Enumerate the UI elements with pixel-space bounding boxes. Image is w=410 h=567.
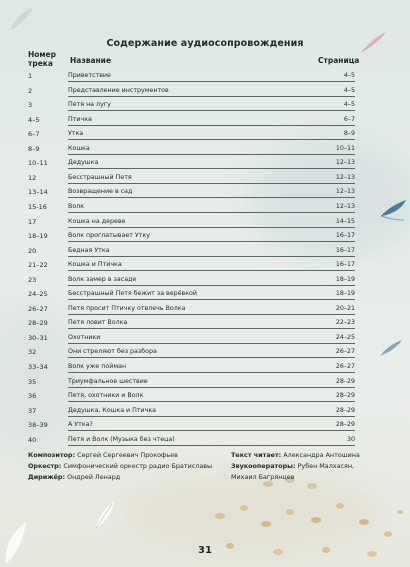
leader-line [68,372,355,373]
track-number: 37 [28,406,37,415]
track-number: 1 [28,72,33,80]
track-page: 14–15 [335,217,355,225]
track-number: 15-16 [28,202,47,211]
track-page: 6–7 [343,115,355,123]
track-name: Петя на лугу [68,101,111,109]
track-name: Кошка и Птичка [68,261,122,269]
leader-line [68,183,355,184]
track-name: А Утка? [68,421,93,429]
track-number: 3 [28,101,33,110]
table-row [0,274,410,288]
table-row [0,419,410,433]
credit-value: Сергей Сергеевич Прокофьев [77,451,178,459]
leader-line [68,212,355,213]
track-name: Приветствие [68,72,111,79]
track-name: Волк [68,202,85,210]
track-name: Представление инструментов [68,86,169,94]
track-name: Бесстрашный Петя [68,173,132,181]
leader-line [68,110,355,111]
track-page: 26–27 [335,348,355,356]
track-number: 18–19 [28,232,48,241]
table-row [0,346,410,360]
track-page: 4–5 [343,86,355,94]
track-page: 18–19 [335,275,355,283]
credit-sound [231,461,360,472]
credit-reader [231,450,360,461]
table-row [0,99,410,113]
table-row [0,332,410,346]
table-row [0,376,410,390]
leader-line [68,314,355,315]
leader-line [68,241,355,242]
track-number: 17 [28,217,37,226]
track-number: 12 [28,173,37,182]
track-name: Они стреляют без разбора [68,348,157,356]
track-number: 10–11 [28,159,48,168]
column-header-page: Страница [318,56,360,65]
track-number: 2 [28,86,33,95]
track-page: 20–21 [335,304,355,312]
track-number: 33–34 [28,363,48,371]
leader-line [68,227,355,228]
track-name: Волк уже пойман [68,363,127,370]
track-page: 10–11 [335,144,355,152]
credit-label: Дирижёр: [28,473,66,481]
track-number: 38–39 [28,421,48,430]
leader-line [68,125,355,126]
table-row [0,85,410,99]
leader-line [68,96,355,97]
column-header-track-number [28,50,56,68]
leader-line [68,139,355,140]
track-page: 26–27 [335,363,355,370]
track-number: 35 [28,377,37,386]
table-row [0,157,410,171]
column-header-name: Название [70,56,112,65]
leader-line [68,270,355,271]
credits-left [28,450,212,483]
track-page: 12–13 [335,188,355,196]
track-page: 30 [346,435,355,443]
track-number: 13–14 [28,188,48,197]
credit-composer [28,450,212,461]
table-row [0,201,410,215]
table-row [0,317,410,331]
table-row [0,245,410,259]
leader-line [68,445,355,446]
credit-conductor [28,472,212,483]
table-row [0,434,410,448]
leader-line [68,357,355,358]
flower-petal-icon [200,494,410,567]
track-number: 26–27 [28,304,48,313]
track-name: Охотники [68,333,101,341]
credits-right [231,450,360,483]
track-number: 4–5 [28,115,40,124]
track-name: Бесстрашный Петя бежит за верёвкой [68,290,197,298]
column-header-line: Номер [28,50,57,59]
credit-value: Симфонический оркестр радио Братиславы [63,462,213,470]
table-row [0,303,410,317]
leader-line [68,285,355,286]
credit-label: Оркестр: [28,462,62,470]
credit-label: Композитор: [28,451,76,459]
table-row [0,143,410,157]
table-row [0,259,410,273]
track-number: 8–9 [28,144,40,153]
track-name: Петя ловит Волка [68,319,128,327]
track-page: 4–5 [343,72,355,79]
track-number: 28–29 [28,319,48,328]
track-name: Бедная Утка [68,246,110,254]
track-number: 24–25 [28,290,48,299]
credit-value: Александра Антошина [283,451,360,459]
leader-line [68,416,355,417]
column-header-line: трека [28,59,53,68]
track-name: Возвращение в сад [68,188,133,196]
table-row [0,288,410,302]
track-page: 8–9 [343,130,355,138]
track-number: 21–22 [28,261,48,270]
track-name: Волк проглатывает Утку [68,232,150,240]
leader-line [68,256,355,257]
track-name: Дедушка, Кошка и Птичка [68,406,157,414]
table-row [0,114,410,128]
table-row [0,172,410,186]
track-page: 4–5 [343,101,355,109]
table-row [0,361,410,375]
track-name: Триумфальное шествие [68,377,148,385]
credit-value: Рубен Малхасян, [297,462,355,470]
credit-label: Звукооператоры: [231,462,296,470]
feather-icon [92,500,118,530]
feather-icon [0,520,30,566]
track-number: 36 [28,392,37,401]
leader-line [68,328,355,329]
track-number: 30–31 [28,333,48,342]
leader-line [68,401,355,402]
track-name: Кошка на дереве [68,217,126,225]
page-number: 31 [198,545,212,556]
page-title: Содержание аудиосопровождения [106,38,304,49]
feather-icon [6,5,36,33]
track-name: Птичка [68,115,92,123]
track-page: 12–13 [335,159,355,167]
leader-line [68,81,355,82]
track-page: 28–29 [335,392,355,400]
track-number: 32 [28,348,37,357]
leader-line [68,197,355,198]
track-page: 28–29 [335,406,355,414]
table-row [0,230,410,244]
table-row [0,186,410,200]
credit-sound-2 [231,472,360,483]
track-page: 22–23 [335,319,355,327]
track-page: 12–13 [335,202,355,210]
leader-line [68,299,355,300]
track-page: 16–17 [335,261,355,269]
leader-line [68,154,355,155]
track-name: Волк замер в засаде [68,275,137,283]
table-row [0,405,410,419]
track-number: 6–7 [28,130,40,139]
track-name: Петя просит Птичку отвлечь Волка [68,304,186,312]
track-page: 18–19 [335,290,355,298]
table-row [0,216,410,230]
table-row [0,128,410,142]
track-page: 16–17 [335,232,355,240]
track-page: 28–29 [335,377,355,385]
track-name: Петя, охотники и Волк [68,392,144,400]
track-name: Петя и Волк (Музыка без чтеца) [68,435,175,443]
leader-line [68,430,355,431]
track-number: 23 [28,275,37,284]
track-number: 20 [28,246,37,255]
leader-line [68,343,355,344]
track-page: 24–25 [335,333,355,341]
track-name: Дедушка [68,159,99,167]
credit-value: Михаил Багрянцев [231,473,295,481]
credit-value: Ондрей Ленард [67,473,121,481]
table-row [0,390,410,404]
track-page: 16–17 [335,246,355,254]
credit-orchestra [28,461,212,472]
track-name: Кошка [68,144,90,152]
track-name: Утка [68,130,84,138]
table-row [0,70,410,84]
leader-line [68,168,355,169]
leader-line [68,387,355,388]
track-number: 40 [28,435,37,444]
credit-label: Текст читает: [231,451,282,459]
track-page: 12–13 [335,173,355,181]
track-page: 28–29 [335,421,355,429]
